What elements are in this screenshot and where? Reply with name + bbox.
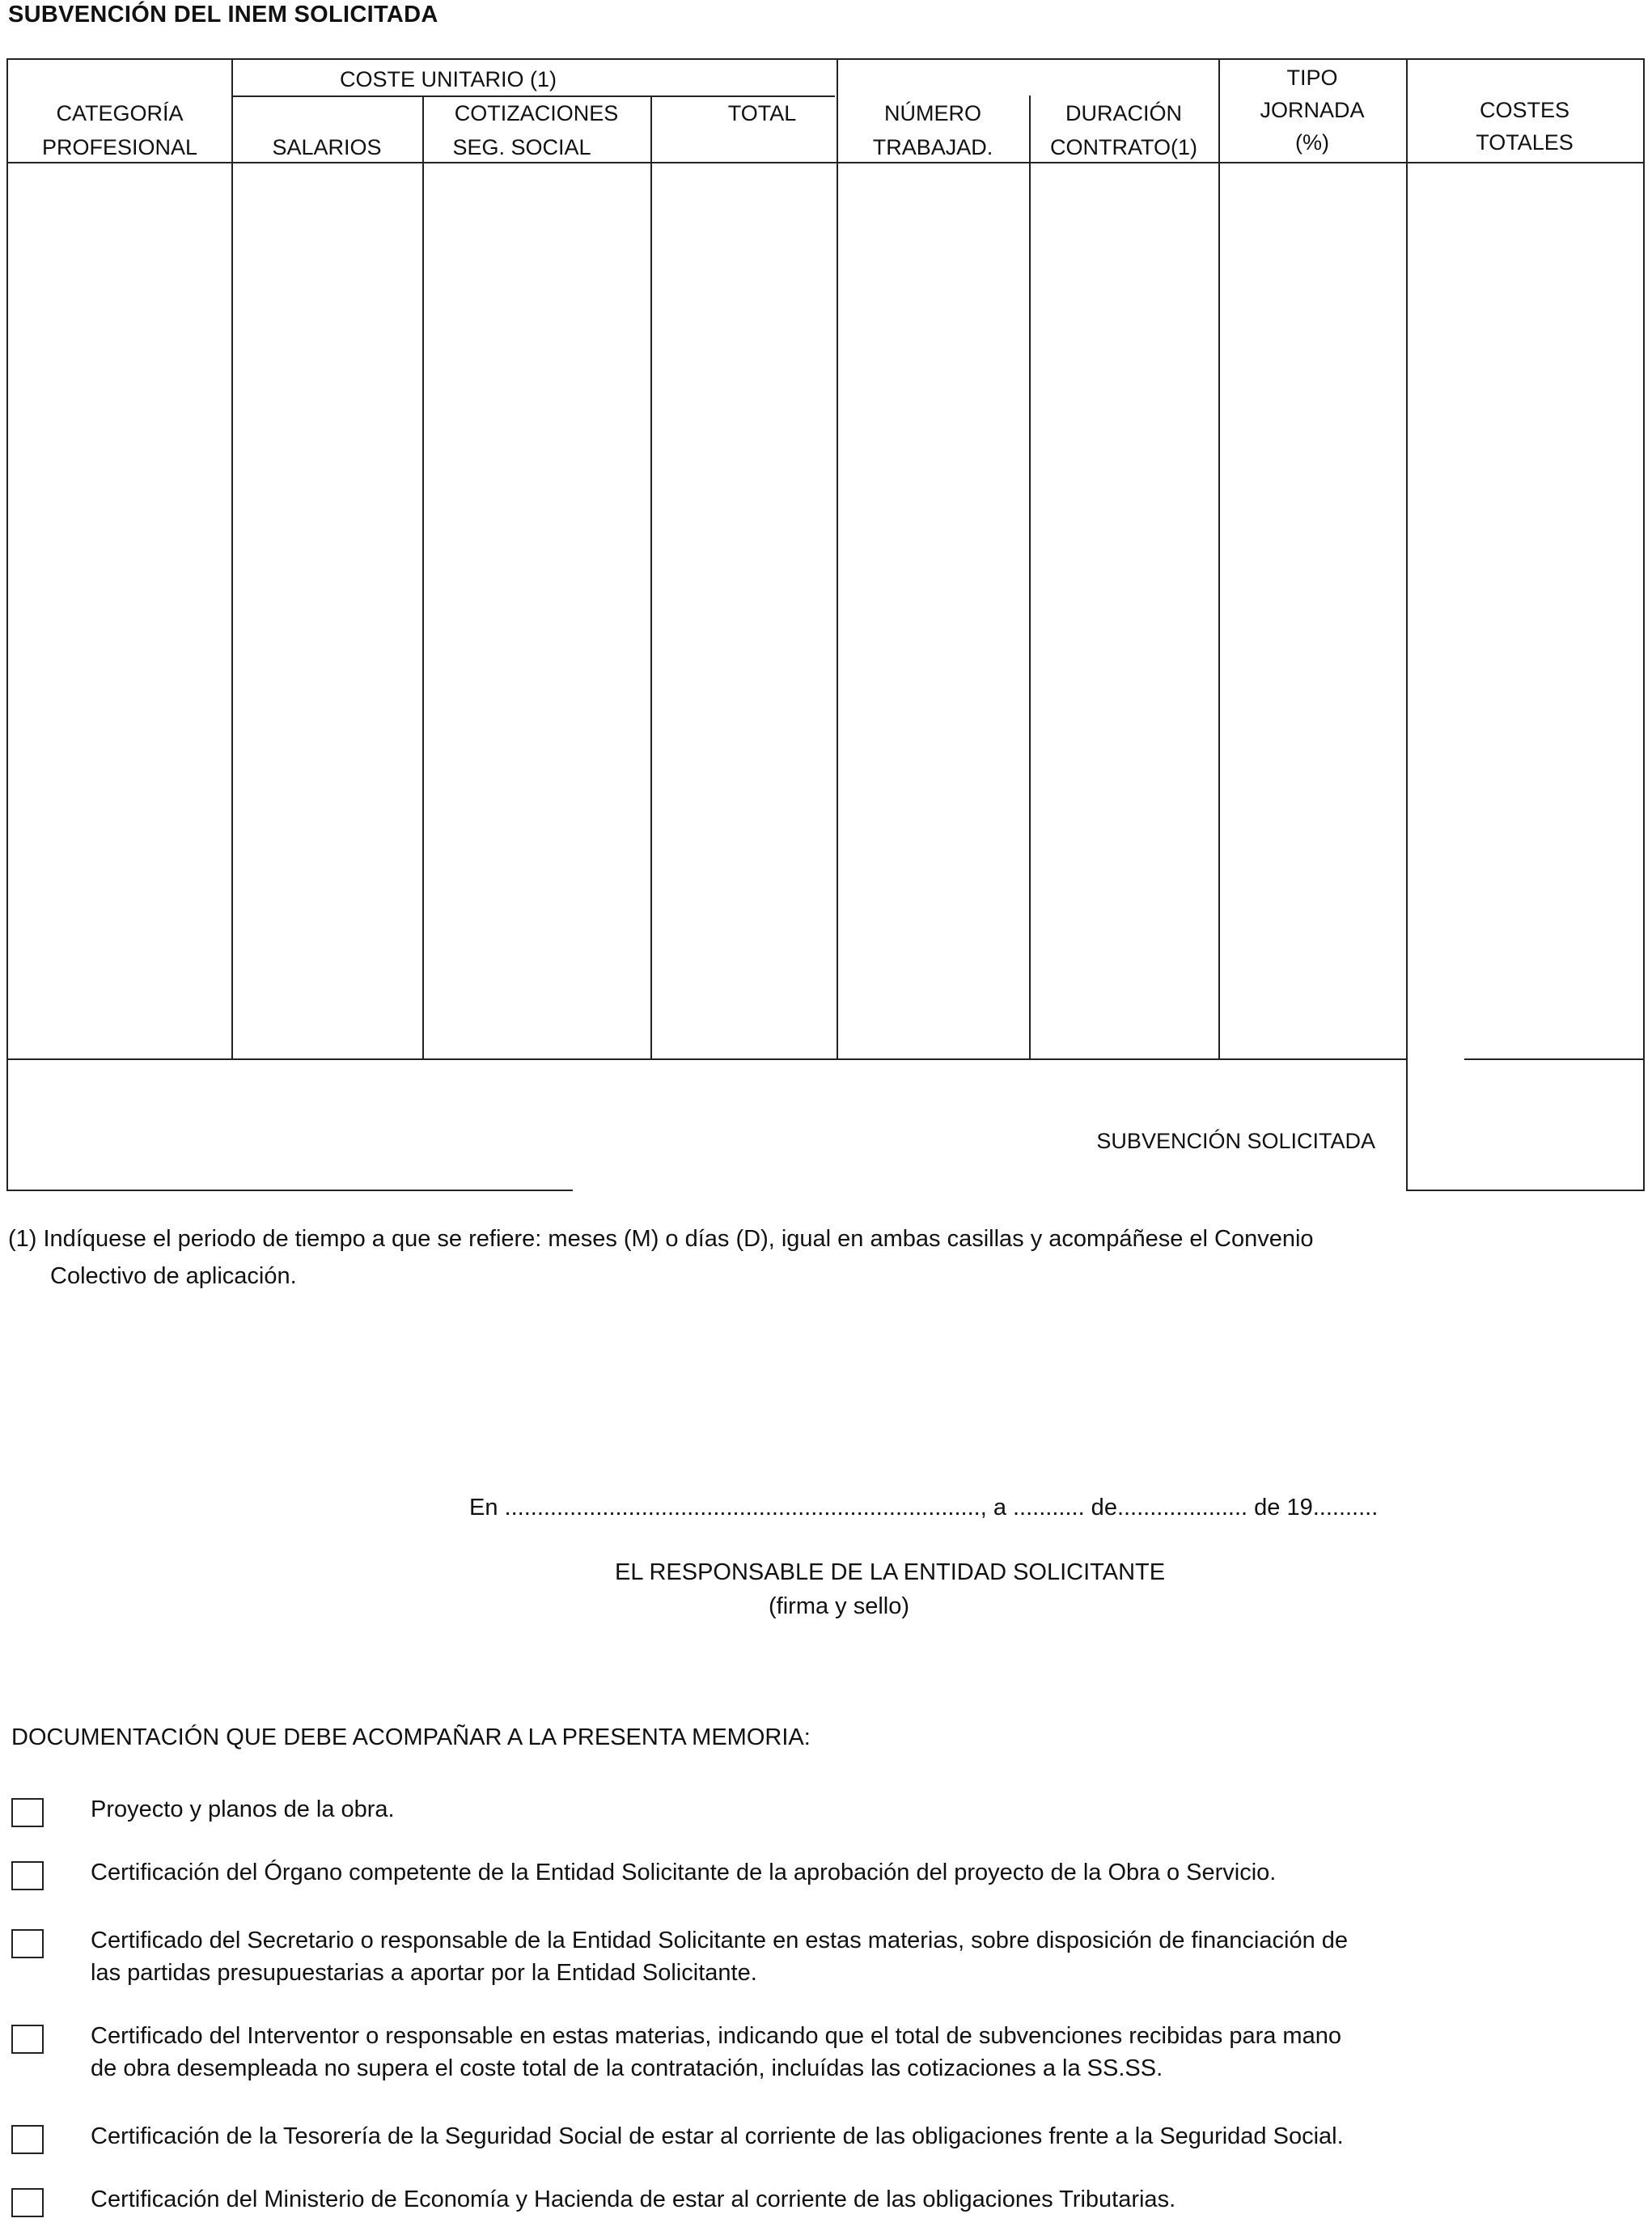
doc-item-5: Certificación de la Tesorería de la Seguridad Social de estar al corriente de las obligaciones frente a la Seguridad Social. — [91, 2123, 1344, 2149]
header-numero-l1: NÚMERO — [884, 101, 981, 125]
documentation-heading: DOCUMENTACIÓN QUE DEBE ACOMPAÑAR A LA PRESENTA MEMORIA: — [11, 1724, 811, 1750]
totals-cell-bottom — [1406, 1190, 1645, 1191]
doc-item-2: Certificación del Órgano competente de la Entidad Solicitante de la aprobación del proyecto de la Obra o Servicio. — [91, 1860, 1277, 1885]
subvencion-solicitada-label: SUBVENCIÓN SOLICITADA — [1096, 1129, 1375, 1153]
footnote-line-2: Colectivo de aplicación. — [50, 1263, 297, 1289]
col-divider-5 — [1029, 95, 1031, 1060]
header-categoria-l2: PROFESIONAL — [41, 135, 198, 159]
checkbox-tesoreria[interactable] — [11, 2125, 44, 2154]
header-duracion-l2: CONTRATO(1) — [1050, 135, 1197, 159]
checkbox-certificacion-organo[interactable] — [11, 1861, 44, 1890]
checkbox-certificado-interventor[interactable] — [11, 2025, 44, 2054]
form-title: SUBVENCIÓN DEL INEM SOLICITADA — [8, 2, 438, 28]
col-divider-3 — [650, 95, 652, 1060]
col-divider-1 — [231, 58, 233, 1060]
header-total: TOTAL — [727, 101, 797, 125]
checkbox-proyecto[interactable] — [11, 1798, 44, 1827]
header-costes-l2: TOTALES — [1476, 130, 1574, 155]
doc-item-6: Certificación del Ministerio de Economía y Hacienda de estar al corriente de las obligaciones Tributarias. — [91, 2186, 1176, 2212]
header-duracion-l1: DURACIÓN — [1065, 101, 1182, 125]
header-cotizaciones-l1: COTIZACIONES — [454, 101, 619, 125]
footnote-line-1: (1) Indíquese el periodo de tiempo a que se refiere: meses (M) o días (D), igual en ambas casillas y acompáñese el Convenio — [8, 1226, 1314, 1252]
header-tipo-l2: JORNADA — [1260, 98, 1365, 122]
col-divider-4 — [837, 58, 838, 1060]
signature-title: EL RESPONSABLE DE LA ENTIDAD SOLICITANTE — [615, 1559, 1166, 1585]
group-header-coste-unitario: COSTE UNITARIO (1) — [339, 67, 557, 91]
checkbox-certificado-secretario[interactable] — [11, 1929, 44, 1958]
header-numero-l2: TRABAJAD. — [872, 135, 993, 159]
col-divider-7 — [1406, 58, 1408, 1191]
header-salarios: SALARIOS — [272, 135, 382, 159]
header-cotizaciones-l2: SEG. SOCIAL — [452, 135, 591, 159]
subvencion-solicitada-value-field[interactable] — [1409, 1062, 1641, 1188]
doc-item-3-line-1: Certificado del Secretario o responsable de la Entidad Solicitante en estas materias, sobre disposición de financiación de — [91, 1928, 1349, 1953]
table-right-border — [1643, 58, 1645, 1191]
signature-subtitle: (firma y sello) — [769, 1593, 910, 1619]
header-tipo-l3: (%) — [1295, 130, 1329, 155]
table-bottom-border — [6, 1190, 573, 1191]
table-top-border — [6, 58, 1645, 60]
totals-row-rule-right — [1464, 1058, 1645, 1060]
col-divider-2 — [422, 95, 424, 1060]
date-place-line[interactable]: En ........................................................................., a ........... de.................... de 19.......... — [469, 1495, 1379, 1521]
totals-row-rule — [6, 1058, 1406, 1060]
header-costes-l1: COSTES — [1479, 98, 1570, 122]
table-left-border — [6, 58, 8, 1191]
doc-item-4-line-2: de obra desempleada no supera el coste total de la contratación, incluídas las cotizaciones a la SS.SS. — [91, 2055, 1163, 2081]
checkbox-ministerio-hacienda[interactable] — [11, 2188, 44, 2217]
header-tipo-l1: TIPO — [1286, 66, 1338, 90]
doc-item-1: Proyecto y planos de la obra. — [91, 1796, 395, 1822]
doc-item-4-line-1: Certificado del Interventor o responsable en estas materias, indicando que el total de subvenciones recibidas para mano — [91, 2023, 1341, 2049]
header-categoria-l1: CATEGORÍA — [56, 101, 184, 125]
col-divider-6 — [1218, 58, 1220, 1060]
doc-item-3-line-2: las partidas presupuestarias a aportar por la Entidad Solicitante. — [91, 1960, 757, 1986]
